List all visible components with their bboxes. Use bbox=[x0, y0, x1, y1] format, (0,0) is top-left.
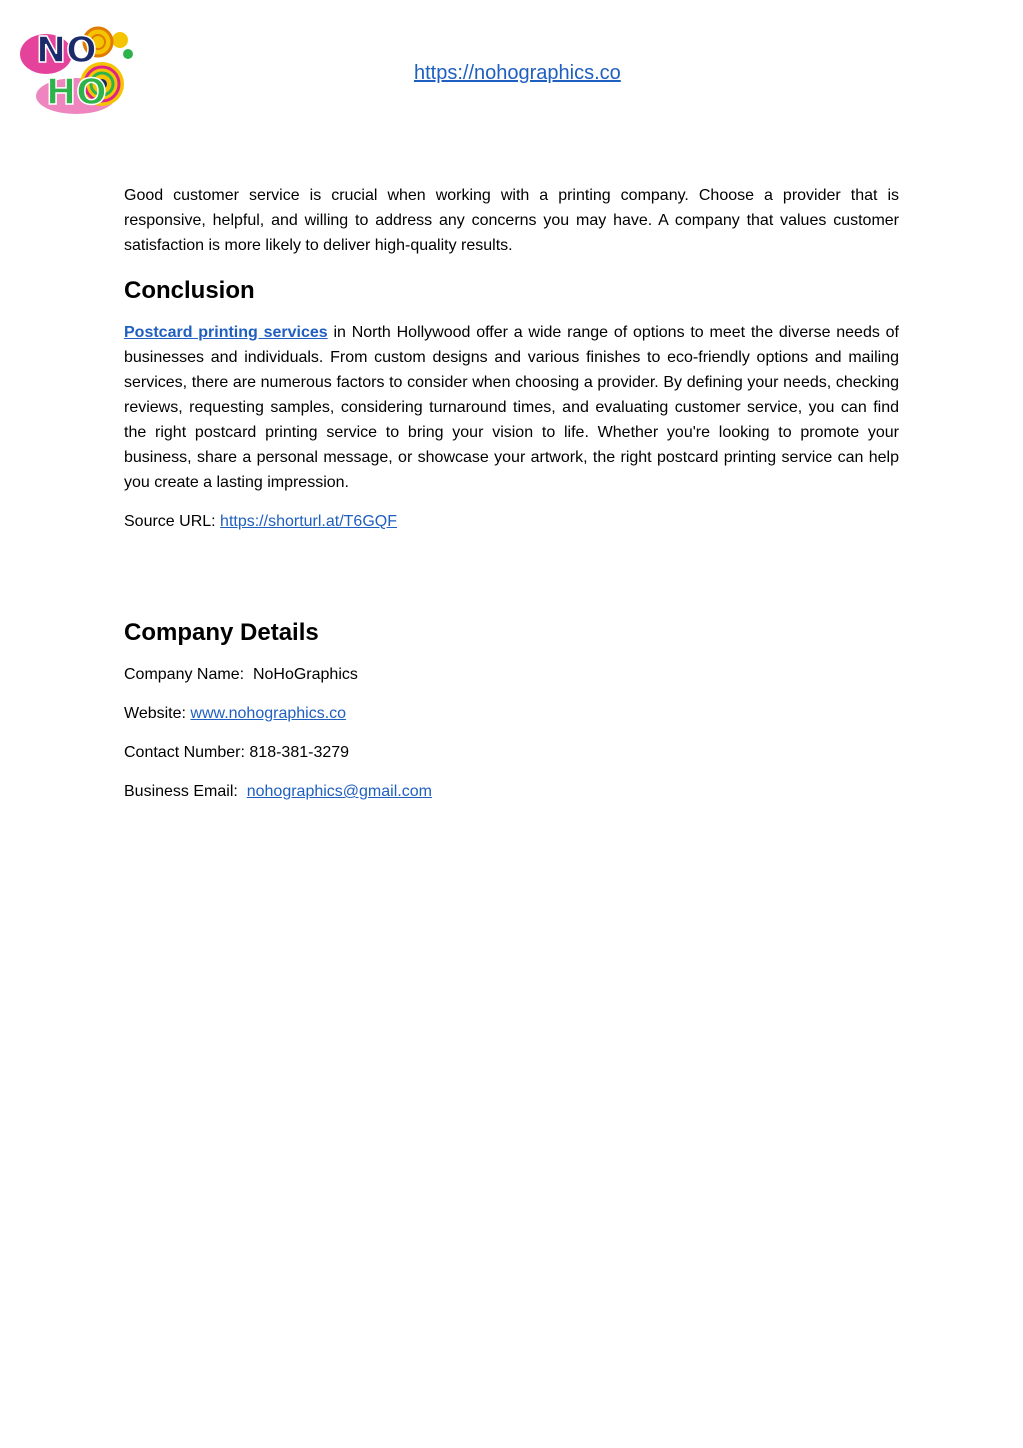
contact-number-line bbox=[124, 740, 899, 765]
conclusion-text: in North Hollywood offer a wide range of options to meet the diverse needs of businesses and individuals. From custom designs and various finishes to eco-friendly options and mailing services, there are numerous factors to consider when choosing a provider. By defining your needs, checking reviews, requesting samples, considering turnaround times, and evaluating customer service, you can find the right postcard printing service to bring your vision to life. Whether you're looking to promote your business, share a personal message, or showcase your artwork, the right postcard printing service can help you create a lasting impression. bbox=[124, 324, 899, 491]
nohographics-logo bbox=[16, 22, 138, 120]
website-line bbox=[124, 701, 899, 726]
business-email-line bbox=[124, 779, 899, 804]
contact-number-label: Contact Number: bbox=[124, 744, 250, 761]
company-name-value: NoHoGraphics bbox=[252, 666, 358, 683]
business-email-label: Business Email: bbox=[124, 783, 247, 800]
source-label: Source URL: bbox=[124, 513, 221, 530]
website-link[interactable]: www.nohographics.co bbox=[190, 705, 347, 722]
company-name-label: Company Name: bbox=[124, 666, 253, 683]
postcard-services-link[interactable]: Postcard printing services bbox=[124, 324, 328, 341]
website-label: Website: bbox=[124, 705, 191, 722]
intro-paragraph: Good customer service is crucial when working with a printing company. Choose a provider that is responsive, helpful, and willing to address any concerns you may have. A company that values customer satisfaction is more likely to deliver high-quality results. bbox=[124, 187, 899, 254]
company-details-heading: Company Details bbox=[124, 619, 319, 646]
header-site-link[interactable]: https://nohographics.co bbox=[414, 62, 621, 84]
document-body bbox=[124, 183, 899, 818]
conclusion-paragraph bbox=[124, 320, 899, 495]
company-name-line bbox=[124, 662, 899, 687]
logo-text-top: NO bbox=[36, 30, 97, 71]
contact-number-value: 818-381-3279 bbox=[249, 744, 350, 761]
source-line bbox=[124, 509, 899, 534]
conclusion-heading: Conclusion bbox=[124, 277, 255, 304]
business-email-link[interactable]: nohographics@gmail.com bbox=[246, 783, 432, 800]
logo-text-bottom: HO bbox=[46, 72, 107, 113]
source-url-link[interactable]: https://shorturl.at/T6GQF bbox=[220, 513, 397, 530]
